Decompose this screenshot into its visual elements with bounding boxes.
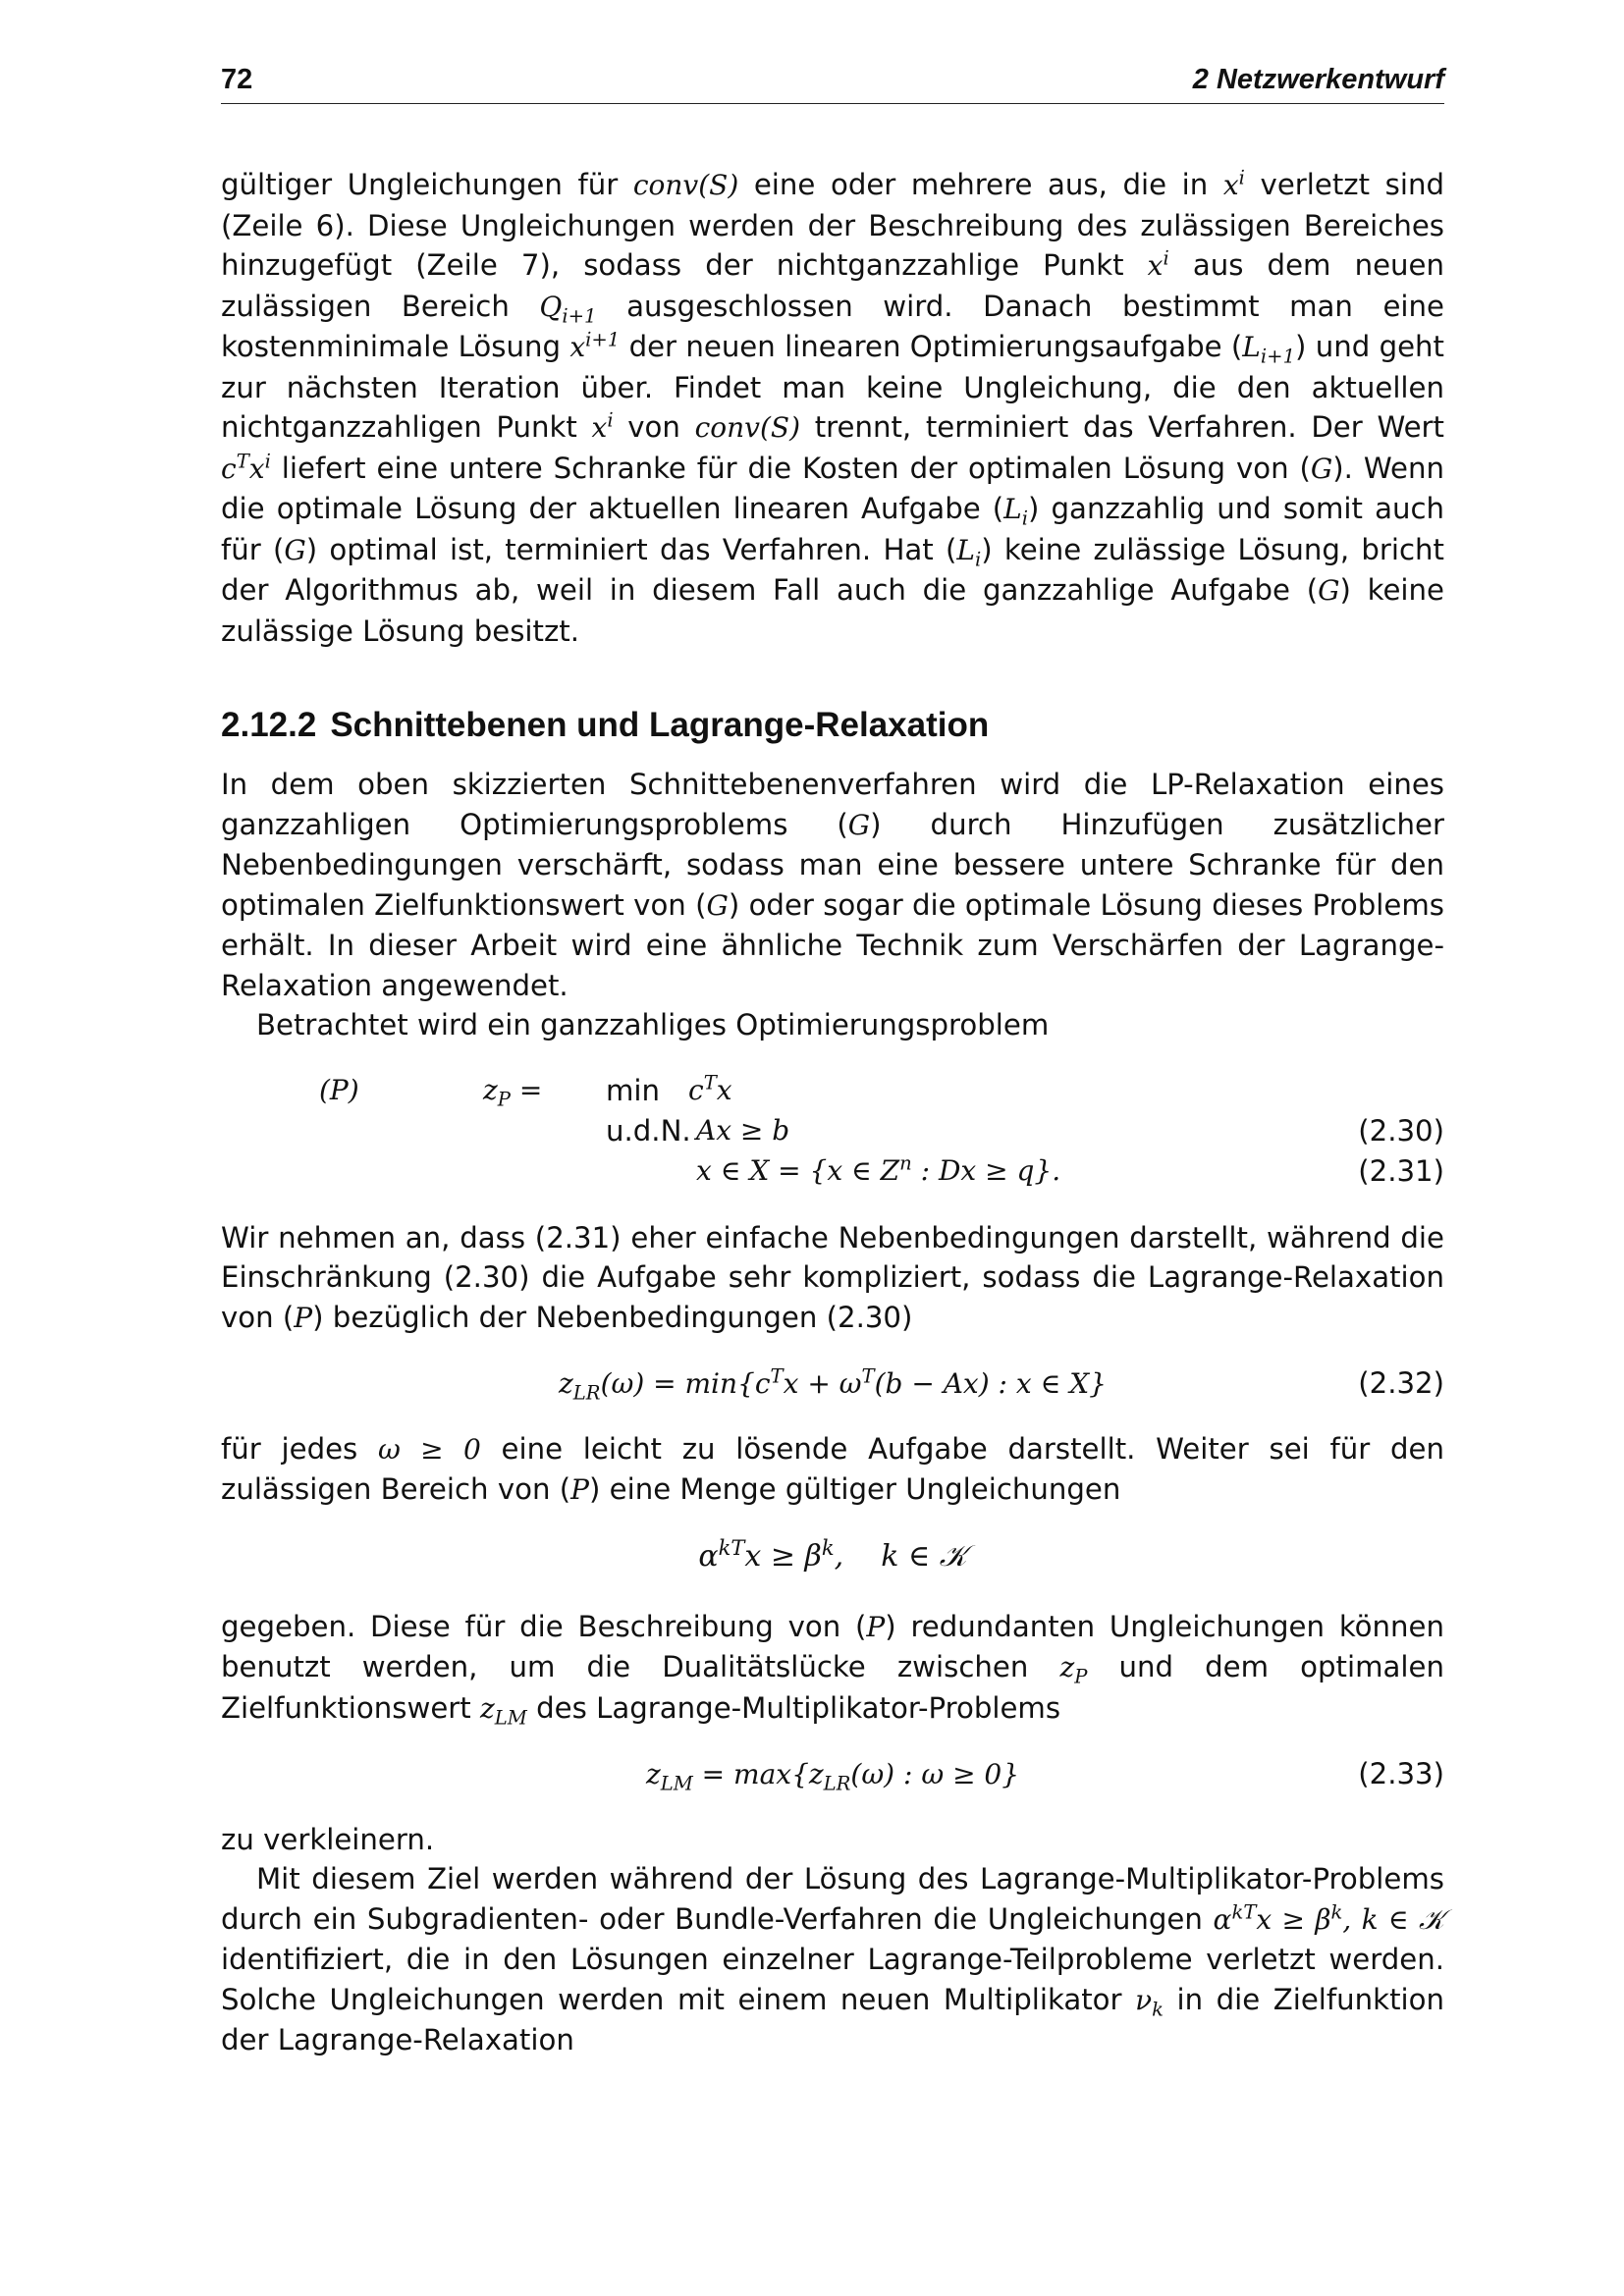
paragraph: gegeben. Diese für die Beschreibung von (P) redundanten Ungleichungen können benutzt werden, um die Dualitätslücke zwischen $z_P$ und dem optimalen Zielfunktionswert $z_{LM}$ des Lagrange-Multiplikator-Problems xyxy=(221,1609,1444,1730)
paragraph: Mit diesem Ziel werden während der Lösung des Lagrange-Multiplikator-Problems durch ein Subgradienten- oder Bundle-Verfahren die Ungleichungen $\alpha^{kT}x \ge \beta^k$, k ∈ 𝒦 identifiziert, die in den Lösungen einzelner Lagrange-Teilprobleme verletzt werden. Solche Ungleichungen werden mit einem neuen Multiplikator $\nu_k$ in die Zielfunktion der Lagrange-Relaxation xyxy=(221,1862,1445,2056)
math-inline: $x^{i+1}$ xyxy=(569,328,621,363)
constraint-easy: x ∈ X = {x ∈ $Z^n$ : Dx ≥ q}. xyxy=(696,1151,1061,1187)
math-inline: $c^Tx^i$ xyxy=(221,450,271,485)
math-inline: G xyxy=(1310,452,1333,485)
math-inline: P xyxy=(570,1473,589,1506)
math-inline: $z_{LM}$ xyxy=(480,1691,527,1730)
paragraph: In dem oben skizzierten Schnittebenenverfahren wird die LP-Relaxation eines ganzzahligen Optimierungsproblems (G) durch Hinzufügen zusätzlicher Nebenbedingungen verschärft, sodass man eine bessere untere Schranke für den optimalen Zielfunktionswert von (G) oder sogar die optimale Lösung dieses Problems erhält. In dieser Arbeit wird eine ähnliche Technik zum Verschärfen der Lagrange-Relaxation angewendet. xyxy=(221,768,1444,1002)
display-math: $z_{LR}(\omega) = \min\{c^Tx + \omega^T(b - Ax)$ : x ∈ X} xyxy=(559,1364,1107,1405)
math-inline: $x^i$ xyxy=(1147,246,1169,282)
math-inline: G xyxy=(706,888,729,922)
paragraph: gültiger Ungleichungen für conv(S) eine oder mehrere aus, die in $x^i$ verletzt sind (Zeile 6). Diese Ungleichungen werden der Beschreibung des zulässigen Bereiches hinzugefügt (Zeile 7), sodass der nichtganzzahlige Punkt $x^i$ aus dem neuen zulässigen Bereich $Q_{i+1}$ ausgeschlossen wird. Danach bestimmt man eine kostenminimale Lösung $x^{i+1}$ der neuen linearen Optimierungsaufgabe $(L_{i+1})$ und geht zur nächsten Iteration über. Findet man keine Ungleichung, die den aktuellen nichtganzzahligen Punkt $x^i$ von conv(S) trennt, terminiert das Verfahren. Der Wert $c^Tx^i$ liefert eine untere Schranke für die Kosten der optimalen Lösung von (G). Wenn die optimale Lösung der aktuellen linearen Aufgabe $(L_i)$ ganzzahlig und somit auch für (G) optimal ist, terminiert das Verfahren. Hat $(L_i)$ keine zulässige Lösung, bricht der Algorithmus ab, weil in diesem Fall auch die ganzzahlige Aufgabe (G) keine zulässige Lösung besitzt. xyxy=(221,166,1445,648)
math-inline: $L_i$ xyxy=(1003,493,1029,530)
valid-inequalities xyxy=(221,1536,1444,1581)
math-inline: $z_P$ xyxy=(1059,1651,1088,1688)
math-inline: P xyxy=(866,1610,886,1643)
math-inline: G xyxy=(1318,574,1340,607)
math-inline: $\nu_k$ xyxy=(1135,1983,1164,2021)
math-inline: $L_{i+1}$ xyxy=(1242,331,1296,368)
optimization-problem xyxy=(221,1071,1444,1193)
math-inline: G xyxy=(847,808,871,841)
header-rule xyxy=(221,103,1444,104)
math-inline: $L_i$ xyxy=(956,533,982,571)
section-number: 2.12.2 xyxy=(221,706,317,744)
display-math: $\alpha^{kT}x \ge \beta^k$, k ∈ 𝒦 xyxy=(698,1535,967,1574)
subject-to-keyword: u.d.N. xyxy=(606,1113,691,1148)
math-inline: ω ≥ 0 xyxy=(378,1432,481,1466)
equation-number: (2.32) xyxy=(1358,1366,1444,1400)
math-inline: conv(S) xyxy=(632,169,739,201)
math-inline: $x^i$ xyxy=(1222,166,1245,201)
equation-number: (2.30) xyxy=(1358,1113,1444,1148)
text: gültiger Ungleichungen für xyxy=(221,168,633,201)
math-inline: P xyxy=(294,1301,313,1334)
constraint-complicating: Ax ≥ b xyxy=(696,1113,790,1147)
equation-2-32 xyxy=(221,1363,1444,1404)
equation-2-33 xyxy=(221,1754,1444,1794)
equation-number: (2.31) xyxy=(1358,1153,1444,1188)
running-header-title: 2 Netzwerkentwurf xyxy=(1192,64,1444,95)
page-body xyxy=(221,165,1444,2060)
math-inline: $Q_{i+1}$ xyxy=(539,290,597,328)
math-inline: $x^i$ xyxy=(591,408,614,444)
math-inline: G xyxy=(284,533,306,566)
min-keyword: min xyxy=(606,1073,661,1107)
math-inline: conv(S) xyxy=(694,411,801,444)
display-math: $z_{LM} = \max\{z_{LR}(\omega)$ : ω ≥ 0} xyxy=(645,1758,1020,1795)
section-title: Schnittebenen und Lagrange-Relaxation xyxy=(330,706,990,744)
paragraph: für jedes ω ≥ 0 eine leicht zu lösende Aufgabe darstellt. Weiter sei für den zulässigen Bereich von (P) eine Menge gültiger Ungleichungen xyxy=(221,1431,1444,1506)
section-heading xyxy=(221,704,1444,747)
problem-objective: $c^Tx$ xyxy=(688,1071,732,1106)
math-inline: $\alpha^{kT}x \ge \beta^k$, k ∈ 𝒦 xyxy=(1213,1900,1445,1936)
equation-number: (2.33) xyxy=(1358,1757,1444,1790)
paragraph: Betrachtet wird ein ganzzahliges Optimierungsproblem xyxy=(256,1008,1050,1041)
problem-label: (P) xyxy=(319,1073,359,1106)
paragraph: Wir nehmen an, dass (2.31) eher einfache Nebenbedingungen darstellt, während die Einschränkung (2.30) die Aufgabe sehr kompliziert, sodass die Lagrange-Relaxation von (P) bezüglich der Nebenbedingungen (2.30) xyxy=(221,1220,1444,1334)
paragraph: zu verkleinern. xyxy=(221,1822,435,1856)
page-number: 72 xyxy=(221,64,253,95)
problem-objective-lhs: $z_P$ = xyxy=(483,1073,543,1111)
